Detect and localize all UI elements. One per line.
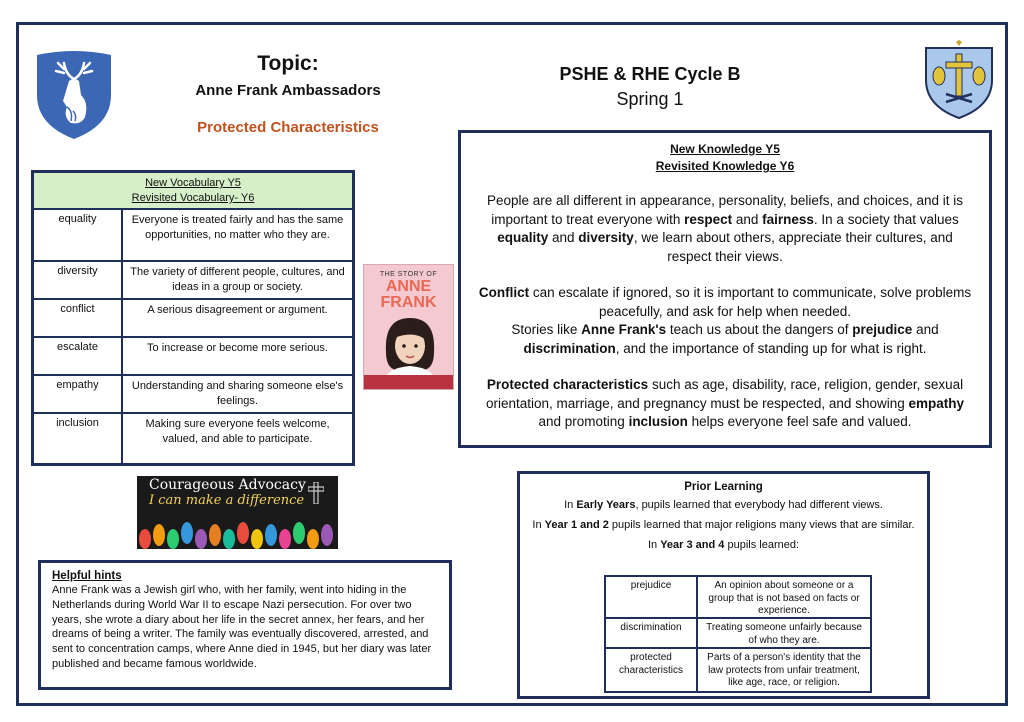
- prior-table-definition: Treating someone unfairly because of who they are.: [706, 622, 862, 646]
- knowledge-heading-revisited: Revisited Knowledge Y6: [655, 159, 795, 173]
- prior-learning-panel: [517, 471, 930, 699]
- banner-title: Courageous Advocacy: [149, 477, 306, 493]
- term-label: Spring 1: [616, 89, 684, 109]
- prior-table-definition: An opinion about someone or a group that is not based on facts or experience.: [708, 580, 860, 616]
- knowledge-panel: [458, 130, 992, 448]
- vocabulary-row: [34, 262, 352, 300]
- vocabulary-definition: Everyone is treated fairly and has the same opportunities, no matter who they are.: [131, 214, 344, 241]
- vocabulary-row: [34, 414, 352, 464]
- vocabulary-term: diversity: [34, 262, 123, 298]
- helpful-hints-title: Helpful hints: [52, 570, 122, 582]
- helpful-hints-text: Anne Frank was a Jewish girl who, with her family, went into hiding in the Netherlands during World War II to escape Nazi persecution. For over two years, she wrote a diary about her life in the secret annex, her fears, and her dreams of being a writer. The family was eventually discovered, arrested, and sent to concentration camps, where Anne died in 1945, but her diary was later published and became famous worldwide.: [52, 584, 432, 670]
- vocabulary-table: [31, 170, 355, 466]
- vocabulary-term: empathy: [34, 376, 123, 412]
- vocabulary-term: inclusion: [34, 414, 123, 464]
- vocabulary-row: [34, 338, 352, 376]
- vocabulary-definition: To increase or become more serious.: [147, 342, 328, 354]
- vocabulary-definition: A serious disagreement or argument.: [147, 304, 328, 316]
- vocabulary-term: conflict: [34, 300, 123, 336]
- prior-learning-year-3-4: In Year 3 and 4 pupils learned:: [647, 539, 800, 551]
- subject-title: PSHE & RHE Cycle B: [559, 64, 741, 84]
- knowledge-paragraph-conflict: Conflict can escalate if ignored, so it is important to communicate, solve problems peacefully, and ask for help when needed. Stories like Anne Frank's teach us about the dangers of prejudice and discrimination, and the importance of standing up for what is right.: [478, 285, 972, 356]
- school-crest-cross-icon: [922, 40, 996, 120]
- prior-table-row: [606, 619, 870, 649]
- prior-table-row: [606, 649, 870, 691]
- vocabulary-row: [34, 376, 352, 414]
- topic-subtitle: Protected Characteristics: [197, 119, 379, 136]
- vocabulary-row: [34, 300, 352, 338]
- prior-table-row: [606, 577, 870, 619]
- knowledge-heading-new: New Knowledge Y5: [670, 142, 780, 156]
- book-title-line1: ANNE: [385, 278, 432, 295]
- courageous-advocacy-banner: [137, 476, 338, 549]
- cross-icon: [308, 482, 324, 504]
- topic-block: [160, 52, 416, 136]
- vocabulary-definition: Understanding and sharing someone else's feelings.: [131, 380, 344, 407]
- helpful-hints-panel: [38, 560, 452, 690]
- topic-label: Topic:: [257, 52, 319, 75]
- prior-learning-year-1-2: In Year 1 and 2 pupils learned that major religions many views that are similar.: [532, 519, 915, 531]
- book-title-line2: FRANK: [380, 294, 437, 311]
- book-series-label: THE STORY OF: [379, 271, 438, 278]
- prior-learning-early-years: In Early Years, pupils learned that everybody had different views.: [564, 499, 883, 511]
- prior-learning-table: [604, 575, 872, 693]
- vocabulary-term: escalate: [34, 338, 123, 374]
- knowledge-paragraph-respect: People are all different in appearance, personality, beliefs, and choices, and it is important to treat everyone with respect and fairness. In a society that values equality and diversity, we learn about others, appreciate their cultures, and respect their views.: [486, 193, 964, 264]
- knowledge-paragraph-protected: Protected characteristics such as age, disability, race, religion, gender, sexual orientation, marriage, and pregnancy must be respected, and showing empathy and promoting inclusion helps everyone feel safe and valued.: [485, 377, 965, 429]
- vocabulary-definition: Making sure everyone feels welcome, valued, and able to participate.: [145, 418, 330, 445]
- prior-table-term: discrimination: [606, 619, 698, 647]
- vocabulary-term: equality: [34, 210, 123, 260]
- prior-table-term: protected characteristics: [606, 649, 698, 691]
- school-crest-stag-icon: [33, 49, 115, 141]
- portrait-illustration-icon: [364, 312, 454, 382]
- vocabulary-header-revisited: Revisited Vocabulary- Y6: [131, 192, 255, 204]
- banner-subtitle: I can make a difference: [149, 493, 305, 508]
- book-footer-band: [364, 375, 453, 389]
- prior-table-term: prejudice: [606, 577, 698, 617]
- topic-title: Anne Frank Ambassadors: [195, 82, 381, 99]
- vocabulary-header-new: New Vocabulary Y5: [145, 177, 241, 189]
- prior-table-definition: Parts of a person's identity that the law protects from unfair treatment, like age, race, or religion.: [707, 652, 861, 688]
- subject-block: [520, 64, 780, 110]
- raised-hands-icon: [137, 517, 338, 549]
- vocabulary-definition: The variety of different people, cultures, and ideas in a group or society.: [130, 266, 345, 293]
- prior-learning-title: Prior Learning: [684, 481, 763, 493]
- vocabulary-row: [34, 210, 352, 262]
- vocabulary-header: [34, 173, 352, 210]
- book-cover-image: [363, 264, 454, 390]
